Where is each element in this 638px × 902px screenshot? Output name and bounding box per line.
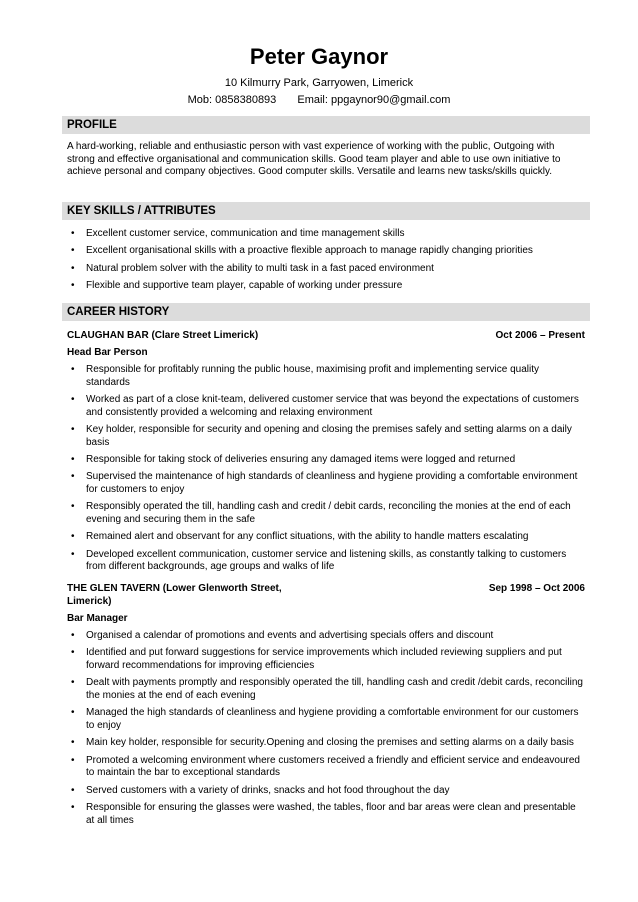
- skills-list: [67, 228, 585, 298]
- list-item: • Dealt with payments promptly and responsibly operated the till, handling cash and credit /debit cards, reconciling the monies at the end of each evening: [67, 677, 585, 702]
- list-item: • Responsibly operated the till, handling cash and credit / debit cards, reconciling the monies at the end of each evening and securing them in the safe: [67, 501, 585, 526]
- employment-dates: Oct 2006 – Present: [495, 330, 585, 341]
- list-item: • Responsible for taking stock of deliveries ensuring any damaged items were logged and returned: [67, 454, 585, 467]
- list-item: • Served customers with a variety of drinks, snacks and hot food throughout the day: [67, 785, 585, 798]
- candidate-address: 10 Kilmurry Park, Garryowen, Limerick: [224, 77, 414, 89]
- list-item: • Responsible for profitably running the public house, maximising profit and implementing service quality standards: [67, 364, 585, 389]
- employment-dates: Sep 1998 – Oct 2006: [488, 583, 585, 594]
- list-item: • Identified and put forward suggestions for service improvements which included reviewing suppliers and put forward recommendations for improving efficiencies: [67, 647, 585, 672]
- job-title: Bar Manager: [67, 613, 128, 624]
- list-item: • Supervised the maintenance of high standards of cleanliness and hygiene providing a comfortable environment for customers to enjoy: [67, 471, 585, 496]
- skills-heading: KEY SKILLS / ATTRIBUTES: [62, 202, 590, 220]
- list-item: • Excellent organisational skills with a proactive flexible approach to manage rapidly changing priorities: [67, 245, 585, 258]
- profile-heading: PROFILE: [62, 116, 590, 134]
- email-address: Email: ppgaynor90@gmail.com: [297, 94, 451, 106]
- list-item: • Organised a calendar of promotions and events and advertising specials offers and discount: [67, 630, 585, 643]
- list-item: • Flexible and supportive team player, capable of working under pressure: [67, 280, 585, 293]
- mobile-number: Mob: 0858380893: [187, 94, 277, 106]
- duties-list: [67, 630, 585, 832]
- candidate-name: Peter Gaynor: [249, 44, 389, 69]
- list-item: • Worked as part of a close knit-team, delivered customer service that was beyond the expectations of customers and consistently provided a welcoming and relaxing environment: [67, 394, 585, 419]
- job-title: Head Bar Person: [67, 347, 148, 358]
- employer-name: CLAUGHAN BAR (Clare Street Limerick): [67, 330, 259, 341]
- profile-text: A hard-working, reliable and enthusiastic person with vast experience of working with the public, Outgoing with strong and effective organisational and communication skills. Good team player and able to use own initiative to achieve personal and company objectives. Good computer skills. Versatile and learns new tasks/skills quickly.: [67, 141, 561, 178]
- list-item: • Key holder, responsible for security and opening and closing the premises safely and setting alarms on a daily basis: [67, 424, 585, 449]
- list-item: • Managed the high standards of cleanliness and hygiene providing a comfortable environment for our customers to enjoy: [67, 707, 585, 732]
- list-item: • Promoted a welcoming environment where customers received a friendly and efficient service and endeavoured to maintain the bar to exceptional standards: [67, 755, 585, 780]
- list-item: • Remained alert and observant for any conflict situations, with the ability to handle matters escalating: [67, 531, 585, 544]
- employer-name: THE GLEN TAVERN (Lower Glenworth Street, Limerick): [67, 583, 282, 607]
- career-heading: CAREER HISTORY: [62, 303, 590, 321]
- list-item: • Responsible for ensuring the glasses were washed, the tables, floor and bar areas were clean and presentable at all times: [67, 802, 585, 827]
- list-item: • Natural problem solver with the ability to multi task in a fast paced environment: [67, 263, 585, 276]
- list-item: • Main key holder, responsible for security.Opening and closing the premises and setting alarms on a daily basis: [67, 737, 585, 750]
- contact-line: [0, 93, 638, 107]
- list-item: • Excellent customer service, communication and time management skills: [67, 228, 585, 241]
- duties-list: [67, 364, 585, 579]
- list-item: • Developed excellent communication, customer service and listening skills, as constantly talking to customers from different backgrounds, age groups and walks of life: [67, 549, 585, 574]
